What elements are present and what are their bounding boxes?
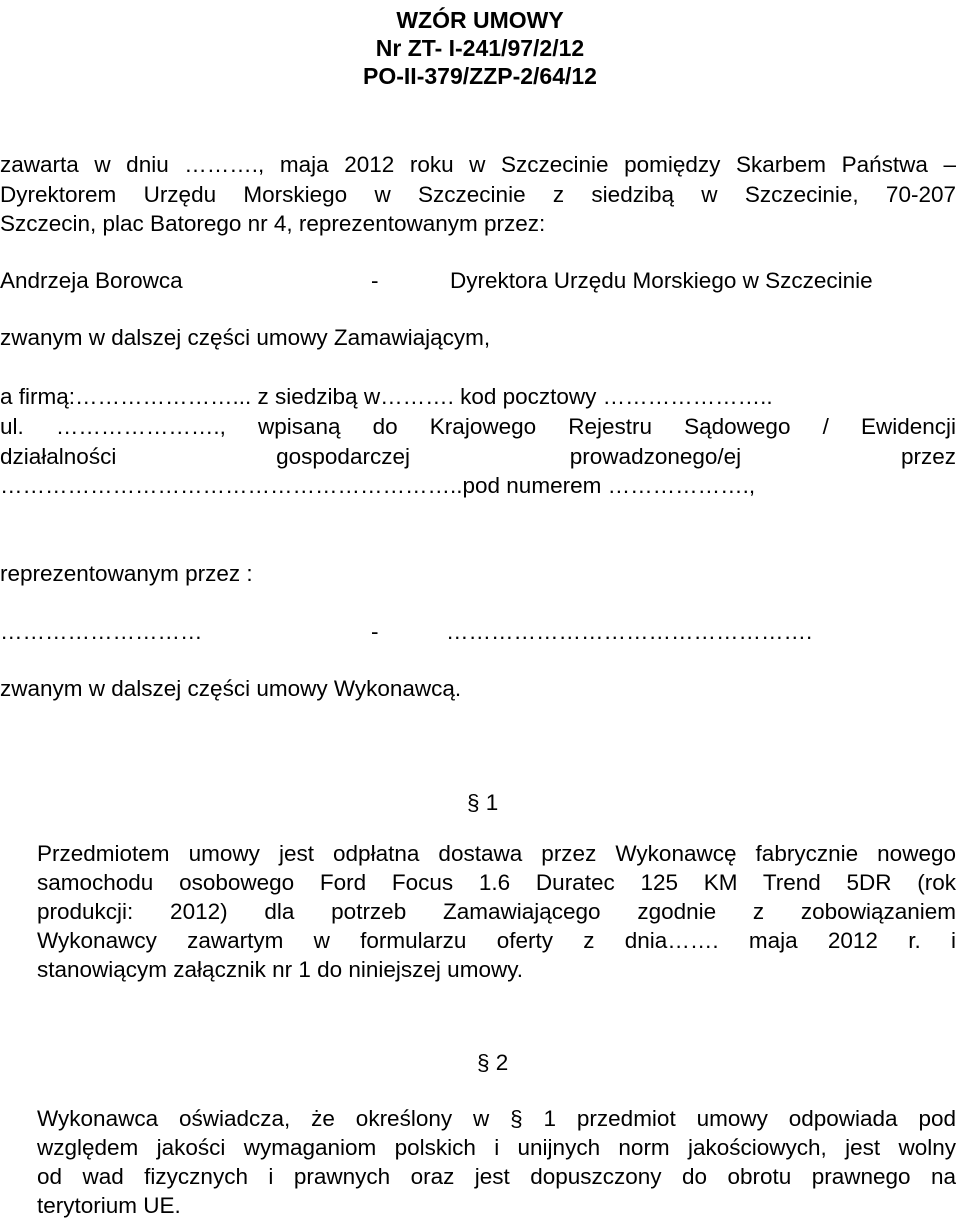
contract-number: Nr ZT- I-241/97/2/12 xyxy=(375,35,585,61)
procedure-number: PO-II-379/ZZP-2/64/12 xyxy=(363,63,597,89)
representative-dash: - xyxy=(371,268,379,293)
section-2-heading: § 2 xyxy=(477,1050,509,1075)
contractor-rep-name-blank: ……………………… xyxy=(0,619,203,644)
wykonawca-line: zwanym w dalszej części umowy Wykonawcą. xyxy=(0,676,462,701)
intro-line-2: Dyrektorem Urzędu Morskiego w Szczecinie z siedzibą w Szczecinie, 70-207 xyxy=(0,182,956,207)
intro-line-3: Szczecin, plac Batorego nr 4, reprezentowanym przez: xyxy=(0,211,546,236)
intro-line-1: zawarta w dniu ………., maja 2012 roku w Szczecinie pomiędzy Skarbem Państwa – xyxy=(0,152,956,177)
section-1-line-1: Przedmiotem umowy jest odpłatna dostawa przez Wykonawcę fabrycznie nowego xyxy=(37,841,956,866)
contractor-rep-label: reprezentowanym przez : xyxy=(0,561,253,586)
contractor-rep-dash: - xyxy=(371,619,379,644)
contractor-rep-role-blank: …………………………………………. xyxy=(446,619,813,644)
representative-role: Dyrektora Urzędu Morskiego w Szczecinie xyxy=(450,268,873,293)
document-title: WZÓR UMOWY xyxy=(396,7,564,33)
contractor-line-4: ……………………………………………………..pod numerem ………………., xyxy=(0,473,756,498)
section-1-line-4: Wykonawcy zawartym w formularzu oferty z dnia……. maja 2012 r. i xyxy=(37,928,956,953)
section-1-heading: § 1 xyxy=(467,790,499,815)
representative-name: Andrzeja Borowca xyxy=(0,268,183,293)
section-1-line-2: samochodu osobowego Ford Focus 1.6 Duratec 125 KM Trend 5DR (rok xyxy=(37,870,956,895)
zamawiajacy-line: zwanym w dalszej części umowy Zamawiającym, xyxy=(0,325,491,350)
contractor-line-1: a firmą:…………………... z siedzibą w………. kod pocztowy ………………….. xyxy=(0,384,773,409)
section-2-line-1: Wykonawca oświadcza, że określony w § 1 przedmiot umowy odpowiada pod xyxy=(37,1106,956,1131)
section-1-line-3: produkcji: 2012) dla potrzeb Zamawiającego zgodnie z zobowiązaniem xyxy=(37,899,956,924)
section-2-line-2: względem jakości wymaganiom polskich i unijnych norm jakościowych, jest wolny xyxy=(37,1135,956,1160)
section-2-line-4: terytorium UE. xyxy=(37,1193,181,1218)
contractor-line-3: działalności gospodarczej prowadzonego/ej przez xyxy=(0,444,956,469)
section-1-line-5: stanowiącym załącznik nr 1 do niniejszej umowy. xyxy=(37,957,524,982)
section-2-line-3: od wad fizycznych i prawnych oraz jest dopuszczony do obrotu prawnego na xyxy=(37,1164,956,1189)
contractor-line-2: ul. …………………., wpisaną do Krajowego Rejestru Sądowego / Ewidencji xyxy=(0,414,956,439)
